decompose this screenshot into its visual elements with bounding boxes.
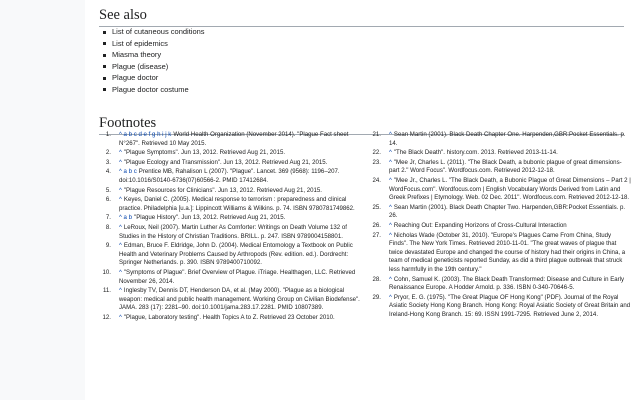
footnote-text: World Health Organization (November 2014). "Plague Fact sheet N°267". Retrieved 10 May 2015.	[119, 131, 349, 147]
backlink[interactable]: ^ a b c	[119, 168, 137, 176]
list-item	[112, 26, 205, 38]
footnote-number: 4.	[105, 168, 111, 176]
see-also-list	[99, 26, 205, 96]
list-item	[112, 72, 205, 84]
footnote-number: 1.	[105, 131, 111, 138]
footnote-number: 10.	[102, 268, 111, 276]
footnote-item	[99, 131, 361, 148]
footnote-text: Prentice MB, Rahalison L (2007). "Plague". Lancet. 369 (9568): 1196–207. doi:10.1016/S0140-6736(07)60566-2. PMID 17412684.	[119, 168, 340, 184]
section-heading-see-also: See also	[99, 7, 624, 27]
footnote-text: Keyes, Daniel C. (2005). Medical response to terrorism : preparedness and clinical practice. Philadelphia [u.a.]: Lippincott Williams & Wilkins. p. 74. ISBN 9780781749862.	[119, 196, 355, 212]
footnote-item	[369, 204, 631, 221]
see-also-link[interactable]: Plague (disease)	[112, 61, 169, 71]
footnote-number: 21.	[372, 131, 381, 138]
footnote-number: 3.	[105, 158, 111, 166]
footnote-item	[99, 149, 361, 158]
footnote-text: "Plague Resources for Clinicians". Jun 13, 2012. Retrieved Aug 21, 2015.	[123, 186, 322, 194]
footnote-text: "Plague History". Jun 13, 2012. Retrieved Aug 21, 2015.	[134, 214, 286, 222]
footnote-text: Pryor, E. G. (1975). "The Great Plague OF Hong Kong" (PDF). Journal of the Royal Asiatic Society Hong Kong Branch. Hong Kong: Royal Asiatic Society of Great Britain and Ireland-Hong Kong Branch. 15: 69. ISSN 1991-7295. Retrieved June 2, 2014.	[389, 293, 631, 318]
footnote-item	[369, 222, 631, 231]
footnote-number: 9.	[105, 242, 111, 250]
footnote-text: "Symptoms of Plague". Brief Overview of Plague. iTriage. Healthagen, LLC. Retrieved November 26, 2014.	[119, 268, 356, 285]
backlink[interactable]: ^	[119, 186, 122, 194]
footnote-item	[369, 159, 631, 176]
backlink[interactable]: ^ a b	[119, 214, 133, 222]
backlink[interactable]: ^	[119, 158, 122, 166]
footnote-item	[99, 168, 361, 185]
backlink[interactable]: ^	[119, 196, 122, 204]
footnote-item	[99, 269, 361, 286]
footnote-text: "Plague, Laboratory testing". Health Topics A to Z. Retrieved 23 October 2010.	[123, 313, 335, 321]
footnote-item	[369, 276, 631, 293]
footnote-number: 24.	[372, 176, 381, 184]
footnote-item	[99, 187, 361, 196]
footnote-number: 6.	[105, 196, 111, 204]
footnote-item	[99, 287, 361, 313]
footnote-item	[99, 196, 361, 213]
backlink[interactable]: ^	[389, 158, 392, 166]
footnote-number: 5.	[105, 186, 111, 194]
footnote-number: 12.	[102, 313, 111, 321]
footnote-text: Edman, Bruce F. Eldridge, John D. (2004). Medical Entomology a Textbook on Public Health and Veterinary Problems Caused by Arthropods (Rev. edition. ed.). Dordrecht: Springer Netherlands. p. 390. ISBN 9789400710092.	[119, 242, 353, 267]
footnote-text: Nicholas Wade (October 31, 2010). "Europe's Plagues Came From China, Study Finds". The New York Times. Retrieved 2010-11-01. "The great waves of plague that twice devastated Europe and changed the course of history had their origins in China, a team of medical geneticists reported Sunday, as did a third plague outbreak that struck less harmfully in the 19th century."	[389, 231, 626, 273]
backlink[interactable]: ^	[389, 203, 392, 211]
footnote-text: Reaching Out: Expanding Horizons of Cross-Cultural Interaction	[393, 221, 567, 229]
footnotes-column-left	[99, 131, 361, 323]
footnote-text: LeRoux, Neil (2007). Martin Luther As Comforter: Writings on Death Volume 132 of Studies in the History of Christian Traditions. BRILL. p. 247. ISBN 9789004158801.	[119, 223, 347, 240]
footnote-number: 22.	[372, 149, 381, 157]
footnote-number: 29.	[372, 293, 381, 301]
list-item	[112, 38, 205, 50]
list-item	[112, 84, 205, 96]
backlink[interactable]: ^	[389, 131, 392, 138]
backlink[interactable]: ^	[119, 287, 122, 295]
backlink[interactable]: ^	[389, 231, 392, 239]
list-item	[112, 61, 205, 73]
footnote-text: "Plague Ecology and Transmission". Jun 13, 2012. Retrieved Aug 21, 2015.	[123, 158, 328, 166]
footnote-text: "The Black Death". history.com. 2013. Retrieved 2013-11-14.	[393, 149, 558, 157]
backlink[interactable]: ^	[119, 149, 122, 157]
footnote-number: 25.	[372, 203, 381, 211]
footnote-text: Sean Martin (2001). Black Death Chapter One. Harpenden,GBR:Pocket Essentials. p. 14.	[389, 131, 626, 147]
backlink[interactable]: ^	[389, 149, 392, 157]
footnote-item	[99, 214, 361, 223]
footnote-text: "Mee Jr, Charles L. (2011). "The Black Death, a bubonic plague of great dimensions-part 2." Word Focus". Wordfocus.com. Retrieved 2012-12-18.	[389, 158, 622, 175]
footnote-text: "Mee Jr., Charles L. "The Black Death, a Bubonic Plague of Great Dimensions – Part 2 | WordFocus.com". Wordfocus.com | English Vocabulary Words Derived from Latin and Greek Prefixes | Etymology. Web. 02 Dec. 2011". Wordfocus.com. Retrieved 2012-12-18.	[389, 176, 631, 202]
see-also-link[interactable]: Plague doctor	[112, 73, 159, 83]
backlink[interactable]: ^	[389, 293, 392, 301]
footnote-item	[99, 224, 361, 241]
footnote-item	[369, 294, 631, 320]
backlink[interactable]: ^	[389, 275, 392, 283]
article-content	[85, 0, 640, 400]
footnote-number: 11.	[102, 287, 111, 295]
section-heading-footnotes: Footnotes	[99, 115, 624, 135]
footnote-item	[369, 232, 631, 275]
footnote-number: 7.	[105, 214, 111, 222]
backlink[interactable]: ^	[119, 242, 122, 250]
footnote-number: 26.	[372, 221, 381, 229]
footnote-item	[99, 159, 361, 168]
list-item	[112, 49, 205, 61]
see-also-link[interactable]: List of cutaneous conditions	[112, 27, 205, 36]
footnote-text: Sean Martin (2001). Black Death Chapter Two. Harpenden,GBR:Pocket Essentials. p. 26.	[389, 203, 626, 220]
footnote-number: 23.	[372, 158, 381, 166]
footnotes-column-right	[369, 131, 631, 320]
footnote-text: Cohn, Samuel K. (2003). The Black Death Transformed: Disease and Culture in Early Renaissance Europe. A Hodder Arnold. p. 336. ISBN 0-340-70646-5.	[389, 275, 625, 292]
see-also-link[interactable]: Plague doctor costume	[112, 84, 189, 94]
footnote-item	[369, 177, 631, 203]
backlink[interactable]: ^ a b c d e f g h i j k	[119, 131, 172, 138]
see-also-link[interactable]: Miasma theory	[112, 50, 162, 60]
see-also-link[interactable]: List of epidemics	[112, 38, 168, 48]
footnote-item	[369, 149, 631, 158]
footnote-text: "Plague Symptoms". Jun 13, 2012. Retrieved Aug 21, 2015.	[123, 149, 286, 157]
backlink[interactable]: ^	[119, 223, 122, 231]
backlink[interactable]: ^	[389, 221, 392, 229]
footnote-text: Inglesby TV, Dennis DT, Henderson DA, et al. (May 2000). "Plague as a biological weapon: medical and public health management. Working Group on Civilian Biodefense". JAMA. 283 (17): 2281–90. doi:10.1001/jama.283.17.2281. PMID 10807389.	[119, 287, 360, 312]
backlink[interactable]: ^	[119, 268, 122, 276]
backlink[interactable]: ^	[389, 176, 392, 184]
footnote-item	[99, 314, 361, 323]
footnote-number: 2.	[105, 149, 111, 157]
backlink[interactable]: ^	[119, 313, 122, 321]
footnote-item	[369, 131, 631, 148]
footnote-item	[99, 242, 361, 268]
footnote-number: 28.	[372, 275, 381, 283]
footnote-number: 27.	[372, 231, 381, 239]
footnote-number: 8.	[105, 223, 111, 231]
